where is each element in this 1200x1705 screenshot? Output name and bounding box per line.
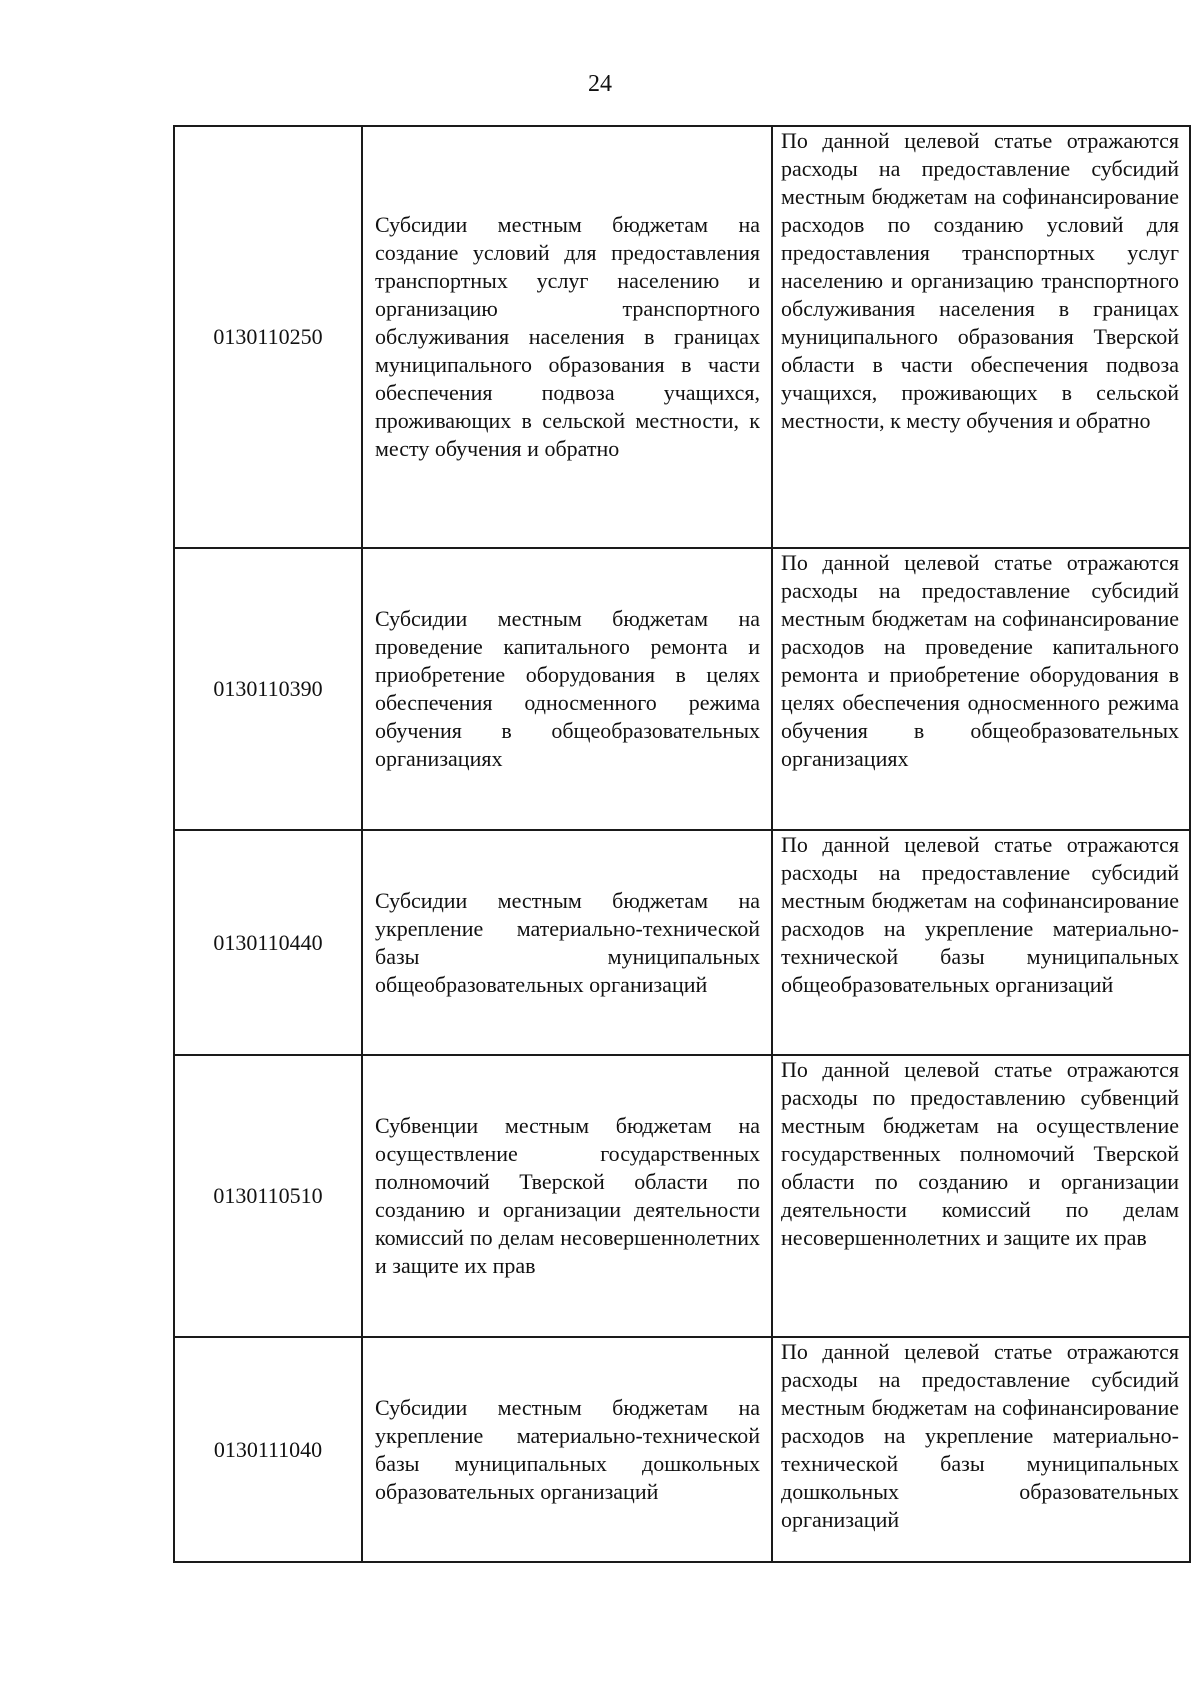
target-article-name: Субсидии местным бюджетам на проведение капитального ремонта и приобретение оборудования в целях обеспечения односменного режима обучения в общеобразовательных организациях [362,548,772,830]
target-article-code: 0130110390 [174,548,362,830]
table-row [174,830,1190,1055]
budget-classification-table [173,125,1191,1563]
target-article-description: По данной целевой статье отражаются расходы на предоставление субсидий местным бюджетам на софинансирование расходов на проведение капитального ремонта и приобретение оборудования в целях обеспечения односменного режима обучения в общеобразовательных организациях [772,548,1190,830]
target-article-description: По данной целевой статье отражаются расходы на предоставление субсидий местным бюджетам на софинансирование расходов по созданию условий для предоставления транспортных услуг населению и организацию транспортного обслуживания населения в границах муниципального образования Тверской области в части обеспечения подвоза учащихся, проживающих в сельской местности, к месту обучения и обратно [772,126,1190,548]
target-article-description: По данной целевой статье отражаются расходы на предоставление субсидий местным бюджетам на софинансирование расходов на укрепление материально-технической базы муниципальных общеобразовательных организаций [772,830,1190,1055]
table-row [174,548,1190,830]
target-article-code: 0130110440 [174,830,362,1055]
target-article-description: По данной целевой статье отражаются расходы по предоставлению субвенций местным бюджетам на осуществление государственных полномочий Тверской области по созданию и организации деятельности комиссий по делам несовершеннолетних и защите их прав [772,1055,1190,1337]
target-article-code: 0130110250 [174,126,362,548]
target-article-name: Субсидии местным бюджетам на создание условий для предоставления транспортных услуг населению и организацию транспортного обслуживания населения в границах муниципального образования в части обеспечения подвоза учащихся, проживающих в сельской местности, к месту обучения и обратно [362,126,772,548]
target-article-name: Субсидии местным бюджетам на укрепление материально-технической базы муниципальных дошкольных образовательных организаций [362,1337,772,1562]
table-row [174,126,1190,548]
target-article-code: 0130111040 [174,1337,362,1562]
table-row [174,1337,1190,1562]
target-article-name: Субвенции местным бюджетам на осуществление государственных полномочий Тверской области по созданию и организации деятельности комиссий по делам несовершеннолетних и защите их прав [362,1055,772,1337]
table-row [174,1055,1190,1337]
page-number: 24 [588,71,612,97]
target-article-name: Субсидии местным бюджетам на укрепление материально-технической базы муниципальных общеобразовательных организаций [362,830,772,1055]
target-article-code: 0130110510 [174,1055,362,1337]
target-article-description: По данной целевой статье отражаются расходы на предоставление субсидий местным бюджетам на софинансирование расходов на укрепление материально-технической базы муниципальных дошкольных образовательных организаций [772,1337,1190,1562]
